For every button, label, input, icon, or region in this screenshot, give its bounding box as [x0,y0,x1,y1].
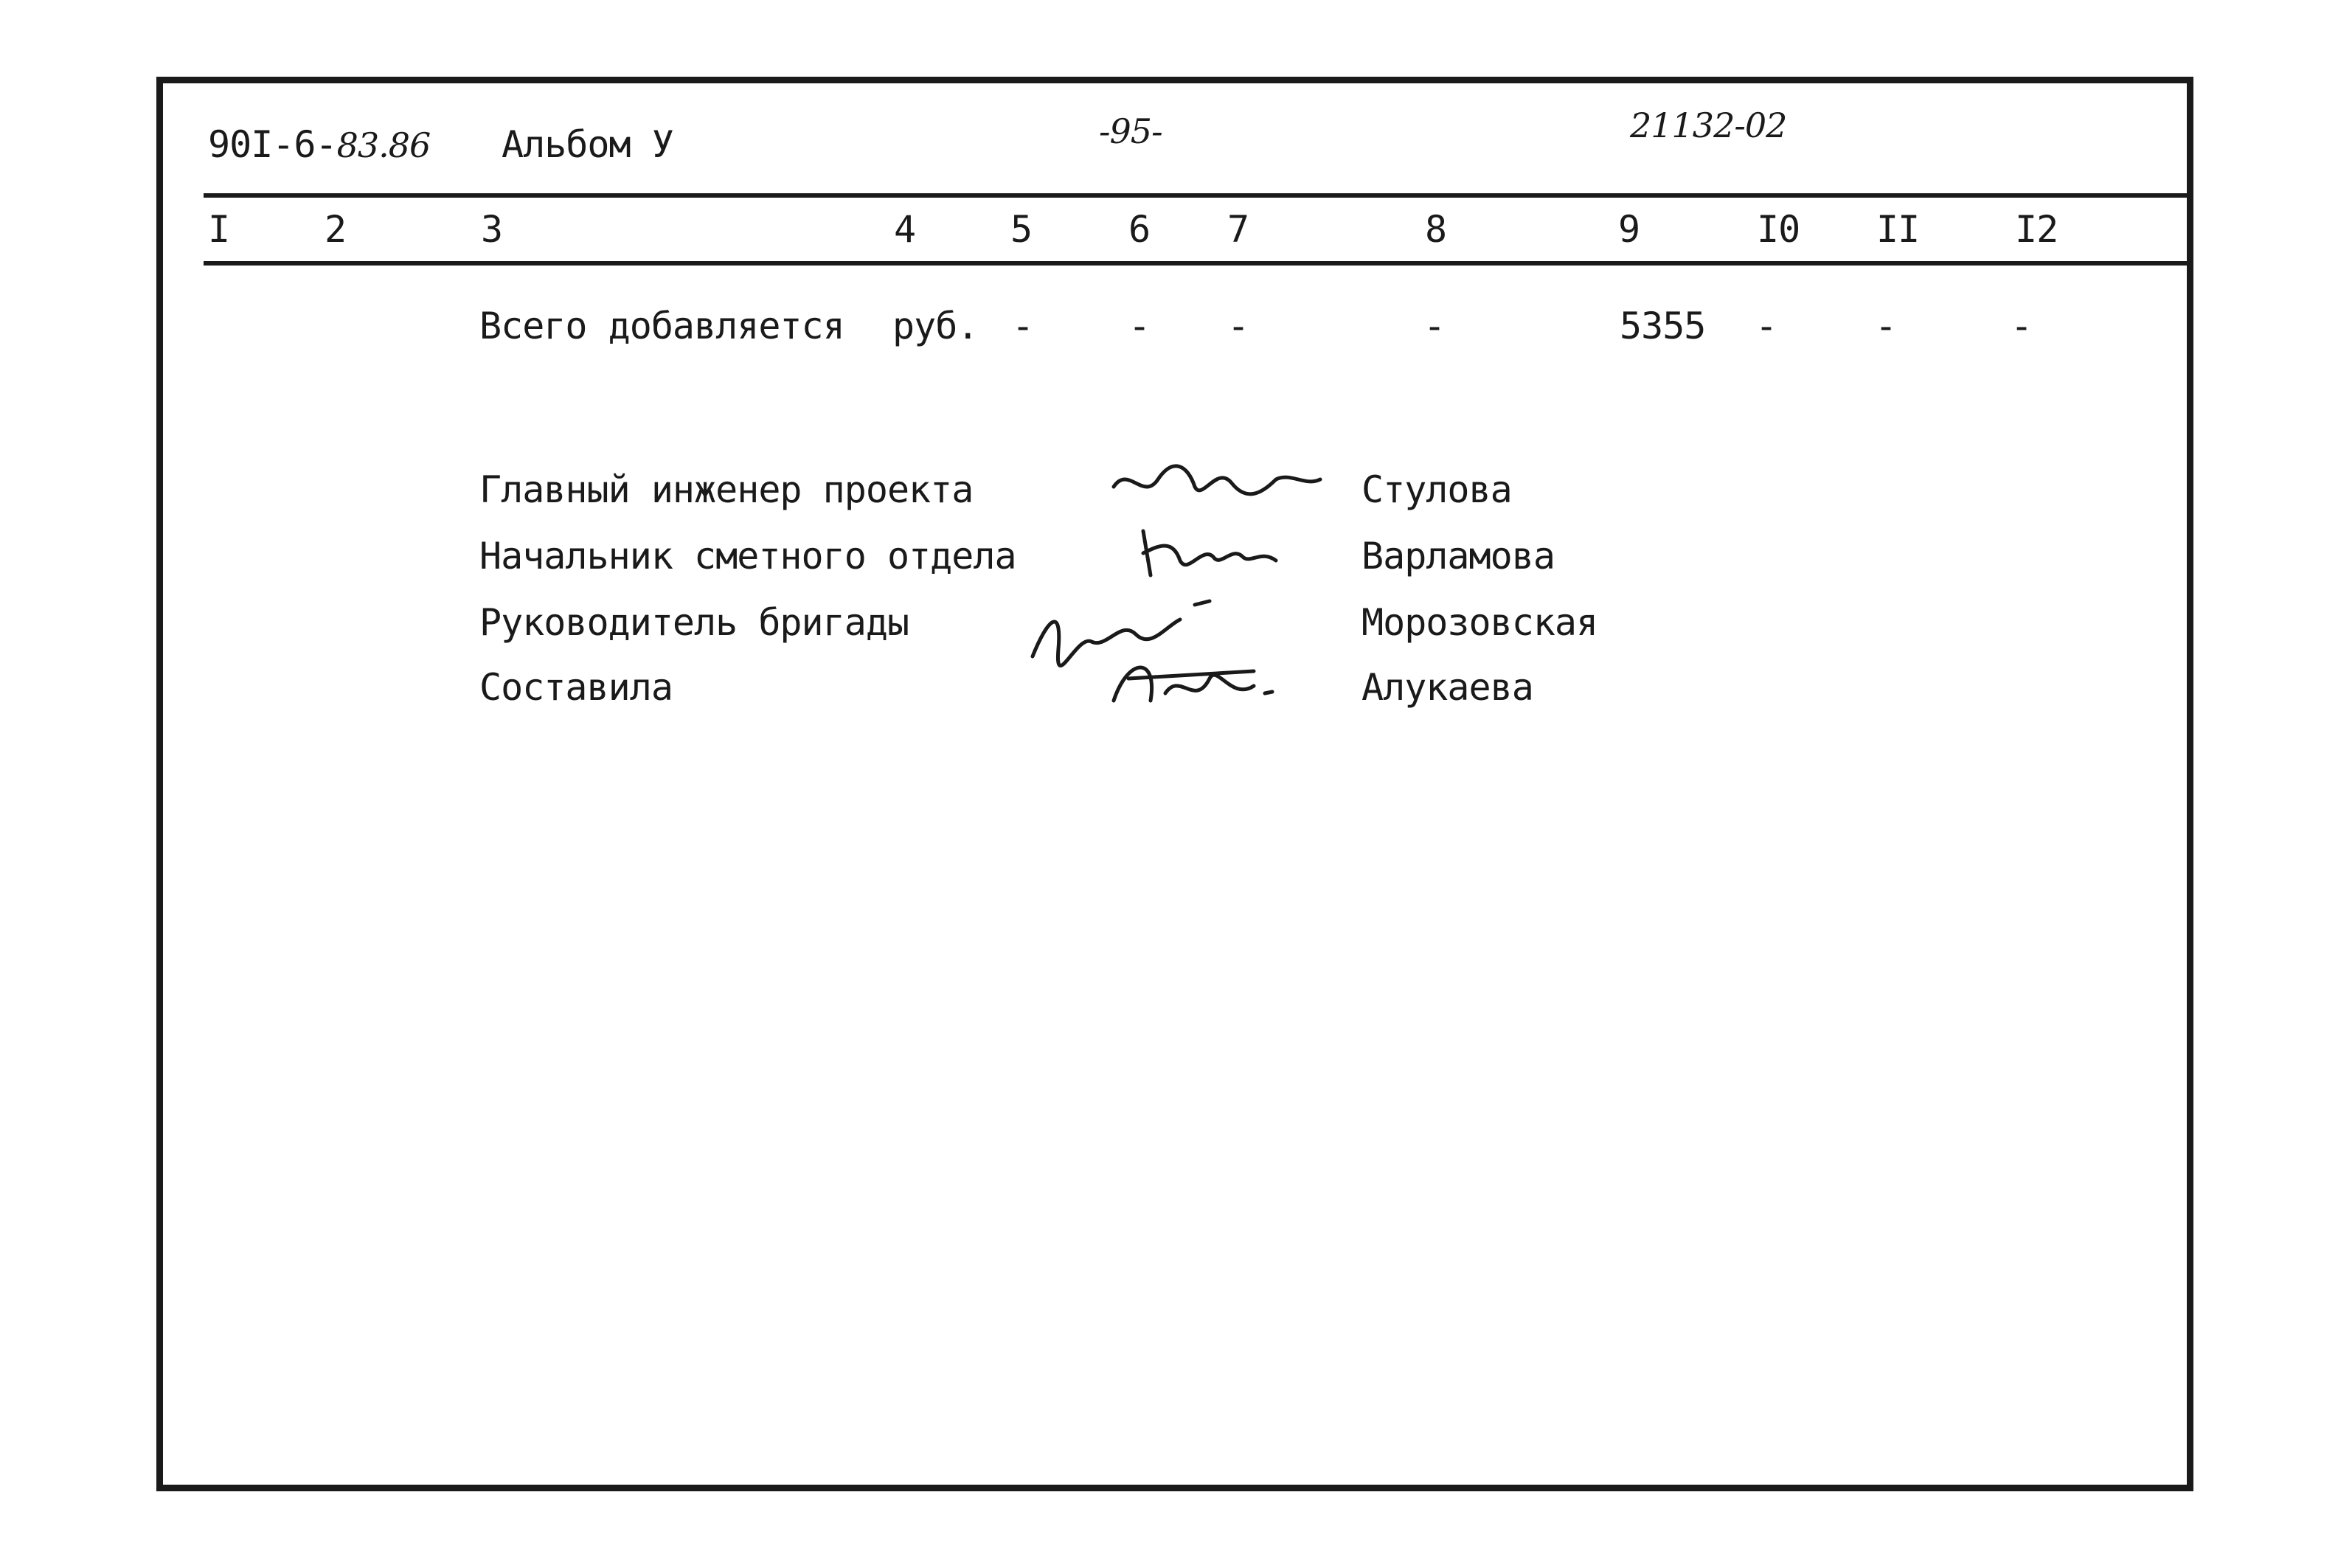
total-row-col8: - [1423,305,1446,347]
column-number-6: 6 [1128,208,1151,251]
column-number-5: 5 [1010,208,1033,251]
total-row-col6: - [1128,305,1151,347]
header-rule-bottom [204,261,2189,266]
signatory-1-name: Стулова [1361,468,1512,511]
signature-3 [1018,590,1283,723]
document-code-printed: 90I-6- [208,123,337,166]
signature-1 [1106,450,1328,516]
total-row-col12: - [2011,305,2033,347]
album-label: Альбом У [502,123,673,166]
column-number-8: 8 [1425,208,1447,251]
signatory-1-position: Главный инженер проекта [479,468,974,511]
signatory-2-position: Начальник сметного отдела [479,535,1016,577]
total-row-col10: - [1755,305,1777,347]
column-number-10: I0 [1757,208,1800,251]
signatory-4-name: Алукаева [1361,666,1533,709]
page-number: -95- [1099,111,1162,151]
total-row-col5: - [1012,305,1034,347]
total-row-col11: - [1875,305,1897,347]
header-rule-top [204,193,2189,198]
total-row-unit: руб. [892,305,979,347]
column-number-9: 9 [1618,208,1640,251]
document-code-handwritten: 83.86 [336,125,431,165]
signature-2 [1128,516,1291,590]
column-number-1: I [208,208,230,251]
column-number-12: I2 [2015,208,2058,251]
column-number-3: 3 [481,208,503,251]
total-row-col9: 5355 [1620,305,1706,347]
column-number-2: 2 [325,208,347,251]
total-row-label: Всего добавляется [479,305,844,347]
page-frame [156,77,2193,1491]
column-number-7: 7 [1227,208,1249,251]
document-code [208,122,430,167]
signatory-2-name: Варламова [1361,535,1555,577]
total-row-col7: - [1227,305,1249,347]
signatory-4-position: Составила [479,666,673,709]
column-number-4: 4 [894,208,916,251]
signatory-3-position: Руководитель бригады [479,601,909,644]
document-number: 21132-02 [1630,105,1787,145]
signatory-3-name: Морозовская [1361,601,1598,644]
column-number-11: II [1876,208,1920,251]
